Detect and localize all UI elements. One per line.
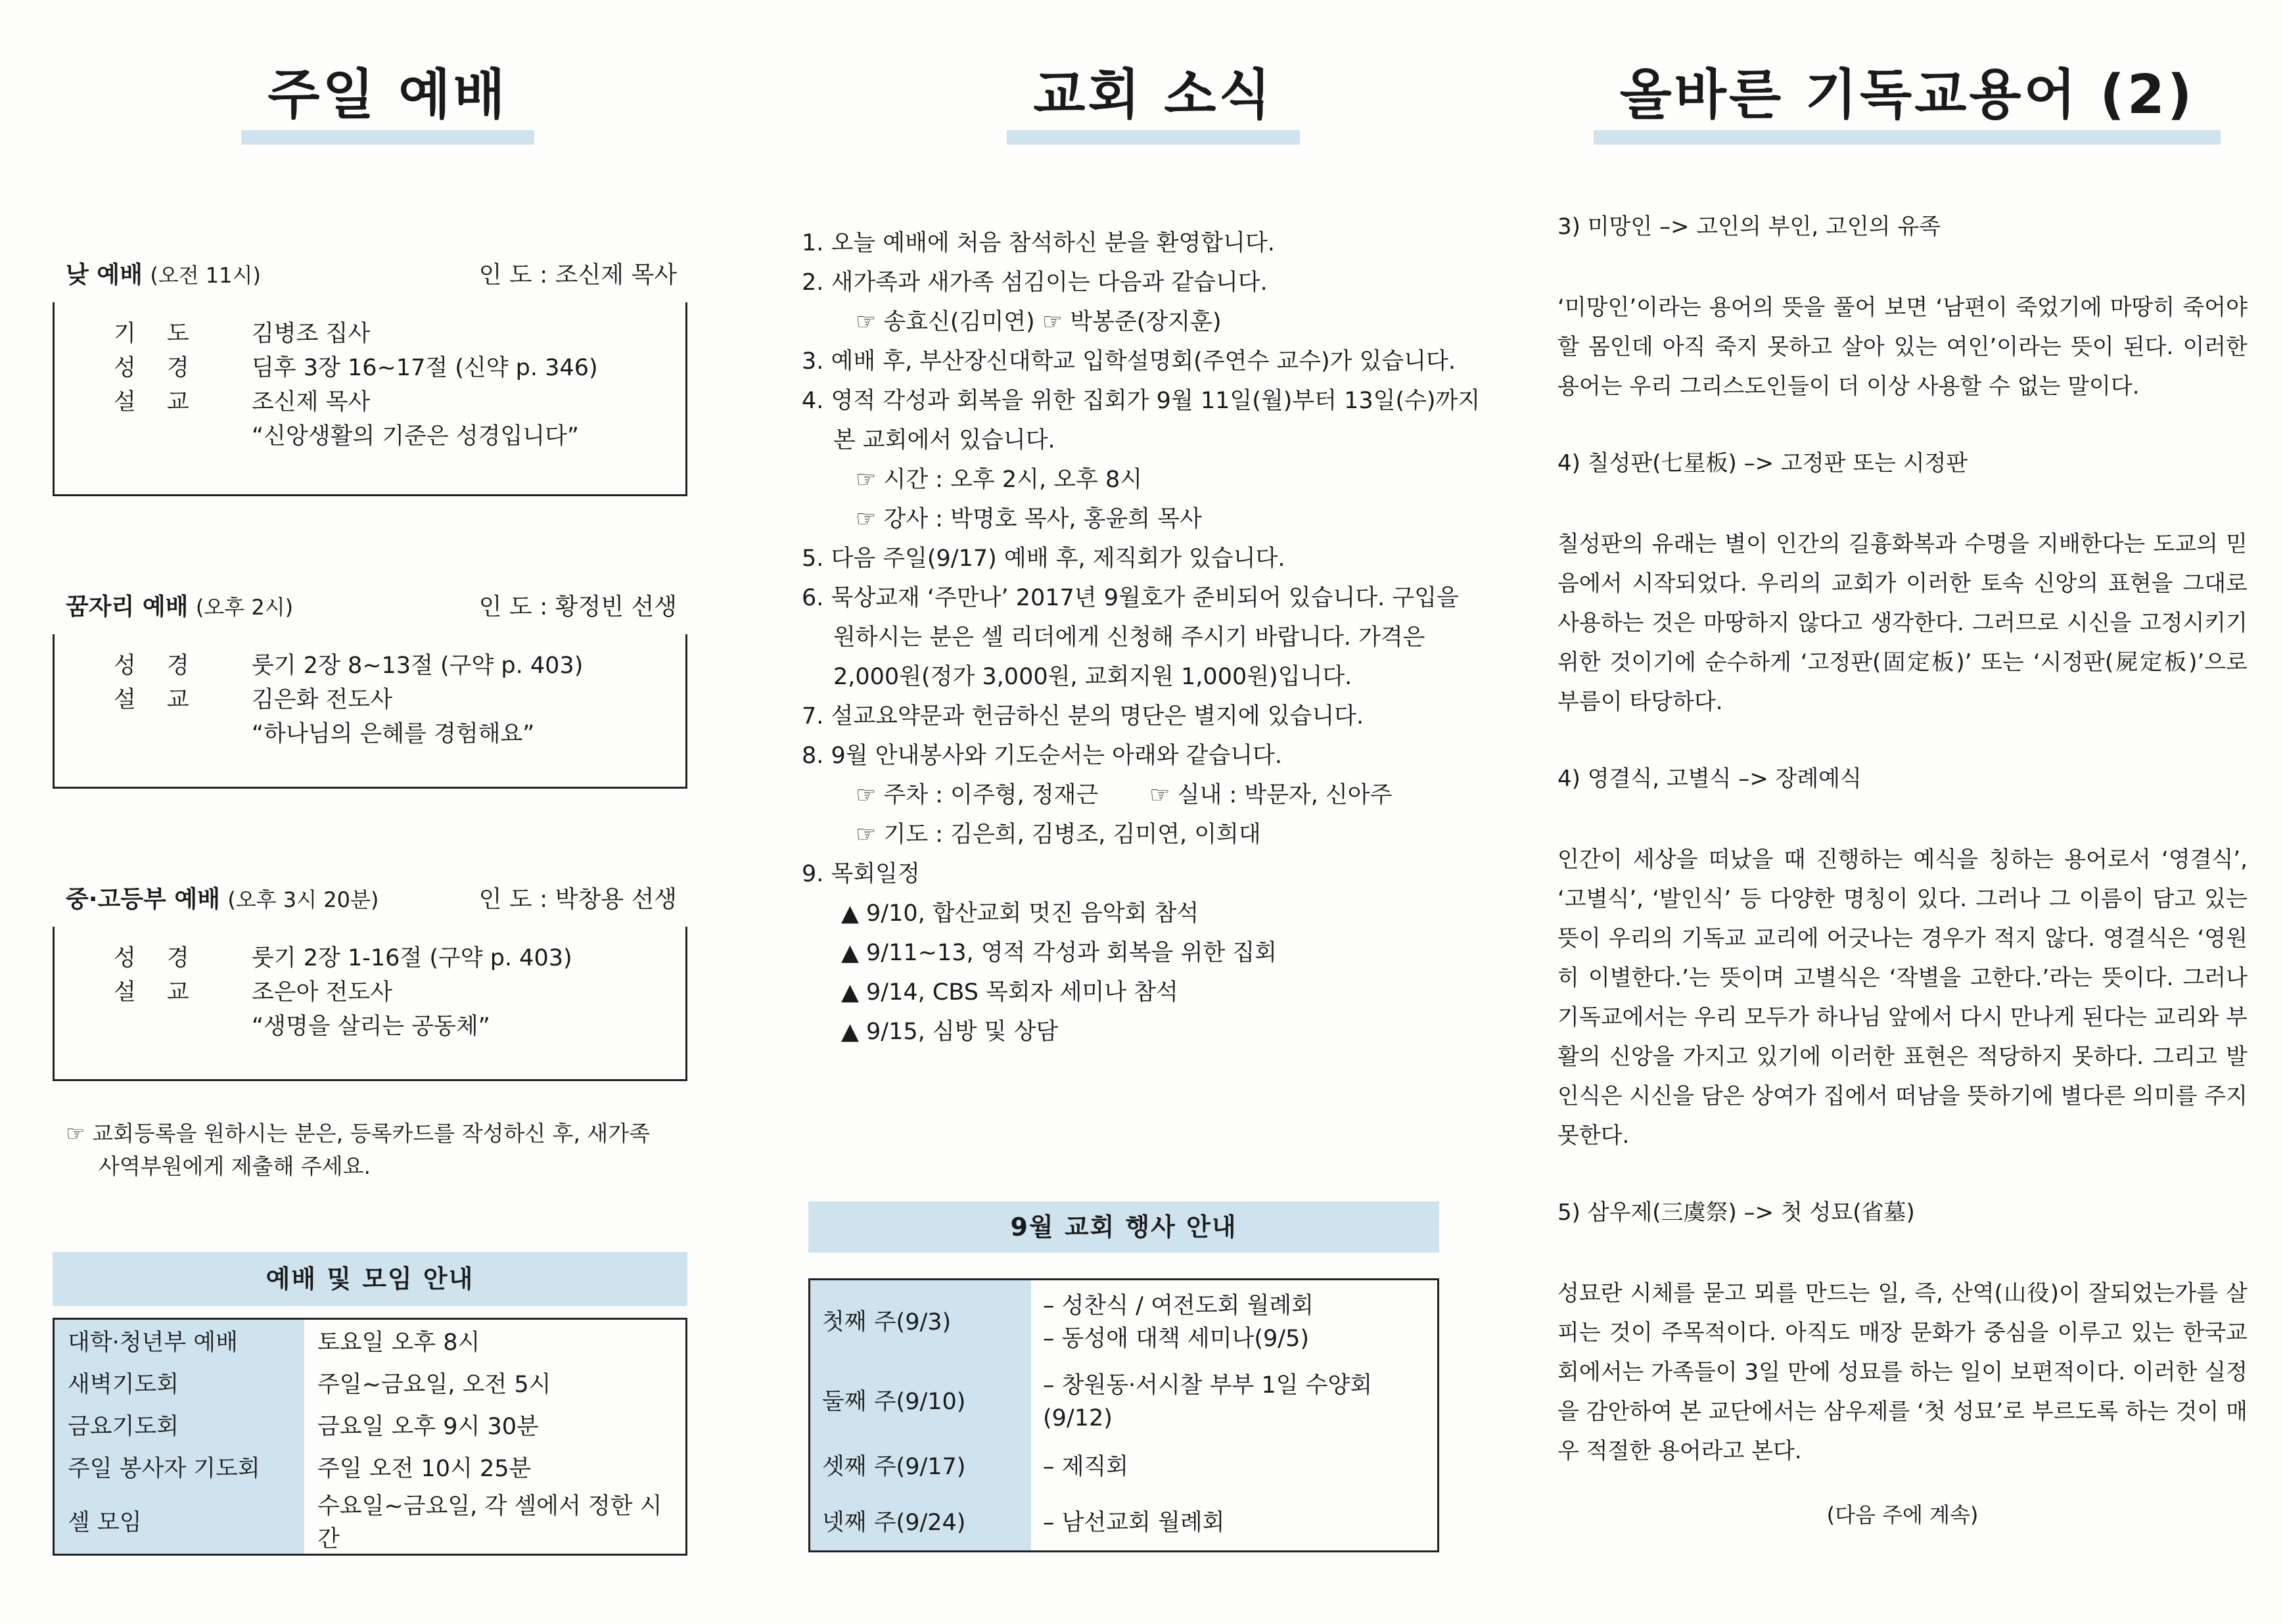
event-item: – 제직회 xyxy=(1043,1453,1129,1480)
row-label: 설 교 xyxy=(114,687,201,713)
continued-note: (다음 주에 계속) xyxy=(1826,1502,1979,1527)
event-week: 넷째 주(9/24) xyxy=(810,1495,1032,1552)
sermon-title: “신앙생활의 기준은 성경입니다” xyxy=(252,423,580,450)
meeting-time: 주일~금요일, 오전 5시 xyxy=(317,1372,551,1398)
service-row xyxy=(55,941,685,975)
schedule-item: ▲ 9/10, 합산교회 멋진 음악회 참석 xyxy=(841,900,1199,927)
row-label: 성 경 xyxy=(114,355,201,381)
row-value: 룻기 2장 8~13절 (구약 p. 403) xyxy=(252,653,584,679)
news-item: ☞ 송효신(김미연) ☞ 박봉준(장지훈) xyxy=(856,309,1222,335)
service-time: (오후 2시) xyxy=(195,595,294,620)
meeting-row xyxy=(54,1404,687,1446)
events-table xyxy=(808,1278,1439,1552)
term-heading: 5) 삼우제(三虞祭) –> 첫 성묘(省墓) xyxy=(1557,1199,1915,1226)
service-name: 꿈자리 예배 xyxy=(66,593,189,620)
news-item: ☞ 주차 : 이주형, 정재근 ☞ 실내 : 박문자, 신아주 xyxy=(856,782,1393,808)
term-body: 성묘란 시체를 묻고 뫼를 만드는 일, 즉, 산역(山役)이 잘되었는가를 살피는 것이 주목적이다. 아직도 매장 문화가 중심을 이루고 있는 한국교회에서는 가족들이 3일 만에 성묘를 하는 일이 보편적이다. 이러한 실정을 감안하여 본 교단에서는 삼우제를 ‘첫 성묘’로 부르도록 하는 것이 매우 적절한 용어라고 본다. xyxy=(1557,1280,2248,1464)
event-week: 첫째 주(9/3) xyxy=(810,1280,1032,1365)
news-item: ☞ 시간 : 오후 2시, 오후 8시 xyxy=(856,467,1143,493)
news-item: 4. 영적 각성과 회복을 위한 집회가 9월 11일(월)부터 13일(수)까지 xyxy=(802,388,1481,414)
row-value: 조은아 전도사 xyxy=(252,979,392,1006)
service-box xyxy=(53,634,687,789)
service-leader: 인 도 : 조신제 목사 xyxy=(478,262,677,289)
event-week: 셋째 주(9/17) xyxy=(810,1439,1032,1495)
events-title: 9월 교회 행사 안내 xyxy=(808,1201,1439,1253)
service-row xyxy=(55,1009,685,1044)
terms-title: 올바른 기독교용어 (2) xyxy=(1594,66,2221,145)
terms-column xyxy=(1531,0,2283,1624)
meeting-name: 주일 봉사자 기도회 xyxy=(54,1446,305,1488)
worship-title: 주일 예배 xyxy=(241,66,534,145)
meeting-name: 금요기도회 xyxy=(54,1404,305,1446)
news-list xyxy=(802,223,1538,1052)
term-heading: 3) 미망인 –> 고인의 부인, 고인의 유족 xyxy=(1557,214,1941,240)
service-row xyxy=(55,351,685,385)
row-value: 조신제 목사 xyxy=(252,389,371,415)
service-row xyxy=(55,717,685,751)
event-items xyxy=(1031,1280,1439,1365)
service-row xyxy=(55,317,685,351)
news-item: 본 교회에서 있습니다. xyxy=(833,427,1055,453)
row-value: 김병조 집사 xyxy=(252,321,371,347)
term-heading: 4) 영결식, 고별식 –> 장례예식 xyxy=(1557,766,1862,792)
meetings-title: 예배 및 모임 안내 xyxy=(53,1252,687,1306)
news-item: 8. 9월 안내봉사와 기도순서는 아래와 같습니다. xyxy=(802,743,1282,769)
row-label xyxy=(55,717,252,751)
news-item: 2,000원(정가 3,000원, 교회지원 1,000원)입니다. xyxy=(833,664,1352,690)
meeting-name: 셀 모임 xyxy=(54,1488,305,1555)
event-row xyxy=(810,1495,1439,1552)
row-label: 기 도 xyxy=(114,321,201,347)
schedule-item: ▲ 9/11~13, 영적 각성과 회복을 위한 집회 xyxy=(841,940,1277,966)
event-row xyxy=(810,1280,1439,1365)
news-item: 1. 오늘 예배에 처음 참석하신 분을 환영합니다. xyxy=(802,230,1275,256)
sermon-title: “생명을 살리는 공동체” xyxy=(252,1013,490,1040)
terms-title-wrap xyxy=(1531,66,2283,145)
news-item: 5. 다음 주일(9/17) 예배 후, 제직회가 있습니다. xyxy=(802,545,1285,572)
meeting-time: 주일 오전 10시 25분 xyxy=(317,1456,532,1482)
news-title: 교회 소식 xyxy=(1007,66,1299,145)
meeting-row xyxy=(54,1362,687,1404)
term-heading: 4) 칠성판(七星板) –> 고정판 또는 시정판 xyxy=(1557,450,1968,476)
service-header xyxy=(66,588,690,622)
meeting-row xyxy=(54,1319,687,1362)
service-time: (오후 3시 20분) xyxy=(227,887,379,912)
news-title-wrap xyxy=(775,66,1531,145)
row-label: 설 교 xyxy=(114,979,201,1006)
event-item: – 동성애 대책 세미나(9/5) xyxy=(1043,1326,1309,1353)
meeting-name: 새벽기도회 xyxy=(54,1362,305,1404)
schedule-item: ▲ 9/14, CBS 목회자 세미나 참석 xyxy=(841,979,1178,1006)
service-row xyxy=(55,683,685,717)
term-body: 칠성판의 유래는 별이 인간의 길흉화복과 수명을 지배한다는 도교의 믿음에서 시작되었다. 우리의 교회가 이러한 토속 신앙의 표현을 그대로 사용하는 것은 마땅하지 않다고 생각한다. 그러므로 시신을 고정시키기 위한 것이기에 순수하게 ‘고정판(固定板)’ 또는 ‘시정판(屍定板)’으로 부름이 타당하다. xyxy=(1557,531,2248,715)
service-box xyxy=(53,302,687,496)
meetings-table xyxy=(53,1318,687,1556)
worship-title-wrap xyxy=(0,66,775,145)
event-item: – 창원동·서시찰 부부 1일 수양회(9/12) xyxy=(1043,1372,1373,1431)
row-value: 딤후 3장 16~17절 (신약 p. 346) xyxy=(252,355,598,381)
term-body: ‘미망인’이라는 용어의 뜻을 풀어 보면 ‘남편이 죽었기에 마땅히 죽어야 할 몸인데 아직 죽지 못하고 살아 있는 여인’이라는 뜻이 된다. 이러한 용어는 우리 그리스도인들이 더 이상 사용할 수 없는 말이다. xyxy=(1557,294,2248,400)
service-row xyxy=(55,649,685,683)
service-header xyxy=(66,256,690,290)
meeting-row xyxy=(54,1488,687,1555)
news-item: ☞ 기도 : 김은희, 김병조, 김미연, 이희대 xyxy=(856,822,1261,848)
news-item: 9. 목회일정 xyxy=(802,861,920,887)
sermon-title: “하나님의 은혜를 경험해요” xyxy=(252,721,535,747)
news-item: 7. 설교요약문과 헌금하신 분의 명단은 별지에 있습니다. xyxy=(802,703,1364,730)
registration-note xyxy=(66,1117,723,1183)
service-row xyxy=(55,385,685,419)
meeting-time: 토요일 오후 8시 xyxy=(317,1330,480,1356)
news-item: 원하시는 분은 셀 리더에게 신청해 주시기 바랍니다. 가격은 xyxy=(833,624,1425,651)
service-leader: 인 도 : 황정빈 선생 xyxy=(478,593,677,620)
service-name: 낮 예배 xyxy=(66,262,143,289)
news-item: ☞ 강사 : 박명호 목사, 홍윤희 목사 xyxy=(856,506,1202,532)
meeting-row xyxy=(54,1446,687,1488)
news-item: 6. 묵상교재 ‘주만나’ 2017년 9월호가 준비되어 있습니다. 구입을 xyxy=(802,585,1459,611)
row-label xyxy=(55,419,252,453)
note-line: ☞ 교회등록을 원하시는 분은, 등록카드를 작성하신 후, 새가족 xyxy=(66,1121,651,1146)
term-body: 인간이 세상을 떠났을 때 진행하는 예식을 칭하는 용어로서 ‘영결식’, ‘고별식’, ‘발인식’ 등 다양한 명칭이 있다. 그러나 그 이름이 담고 있는 뜻이 우리의 기독교 교리에 어긋나는 경우가 적지 않다. 영결식은 ‘영원히 이별한다.’는 뜻이며 고별식은 ‘작별을 고한다.’라는 뜻이다. 그러나 기독교에서는 우리 모두가 하나님 앞에서 다시 만나게 된다는 교리와 부활의 신앙을 가지고 있기에 이러한 표현은 적당하지 못하다. 그리고 발인식은 시신을 담은 상여가 집에서 떠남을 뜻하기에 별다른 의미를 주지 못한다. xyxy=(1557,847,2248,1149)
service-box xyxy=(53,927,687,1081)
row-label: 설 교 xyxy=(114,389,201,415)
note-line: 사역부원에게 제출해 주세요. xyxy=(99,1153,371,1179)
news-item: 2. 새가족과 새가족 섬김이는 다음과 같습니다. xyxy=(802,269,1268,296)
meeting-time: 금요일 오후 9시 30분 xyxy=(317,1414,539,1440)
news-column xyxy=(775,0,1531,1624)
service-header xyxy=(66,881,690,914)
event-row xyxy=(810,1439,1439,1495)
row-value: 룻기 2장 1-16절 (구약 p. 403) xyxy=(252,945,572,971)
row-label xyxy=(55,1009,252,1044)
row-label: 성 경 xyxy=(114,653,201,679)
meeting-time: 수요일~금요일, 각 셀에서 정한 시간 xyxy=(317,1493,662,1552)
event-item: – 성찬식 / 여전도회 월례회 xyxy=(1043,1293,1314,1320)
service-row xyxy=(55,419,685,453)
row-value: 김은화 전도사 xyxy=(252,687,392,713)
service-time: (오전 11시) xyxy=(150,263,261,288)
row-label: 성 경 xyxy=(114,945,201,971)
terms-list xyxy=(1557,210,2248,1529)
event-week: 둘째 주(9/10) xyxy=(810,1365,1032,1439)
event-row xyxy=(810,1365,1439,1439)
meeting-name: 대학·청년부 예배 xyxy=(54,1319,305,1362)
news-item: 3. 예배 후, 부산장신대학교 입학설명회(주연수 교수)가 있습니다. xyxy=(802,348,1456,375)
schedule-item: ▲ 9/15, 심방 및 상담 xyxy=(841,1019,1059,1045)
service-row xyxy=(55,975,685,1009)
service-leader: 인 도 : 박창용 선생 xyxy=(478,886,677,913)
service-name: 중·고등부 예배 xyxy=(66,886,220,913)
event-item: – 남선교회 월례회 xyxy=(1043,1509,1225,1536)
worship-column xyxy=(0,0,775,1624)
